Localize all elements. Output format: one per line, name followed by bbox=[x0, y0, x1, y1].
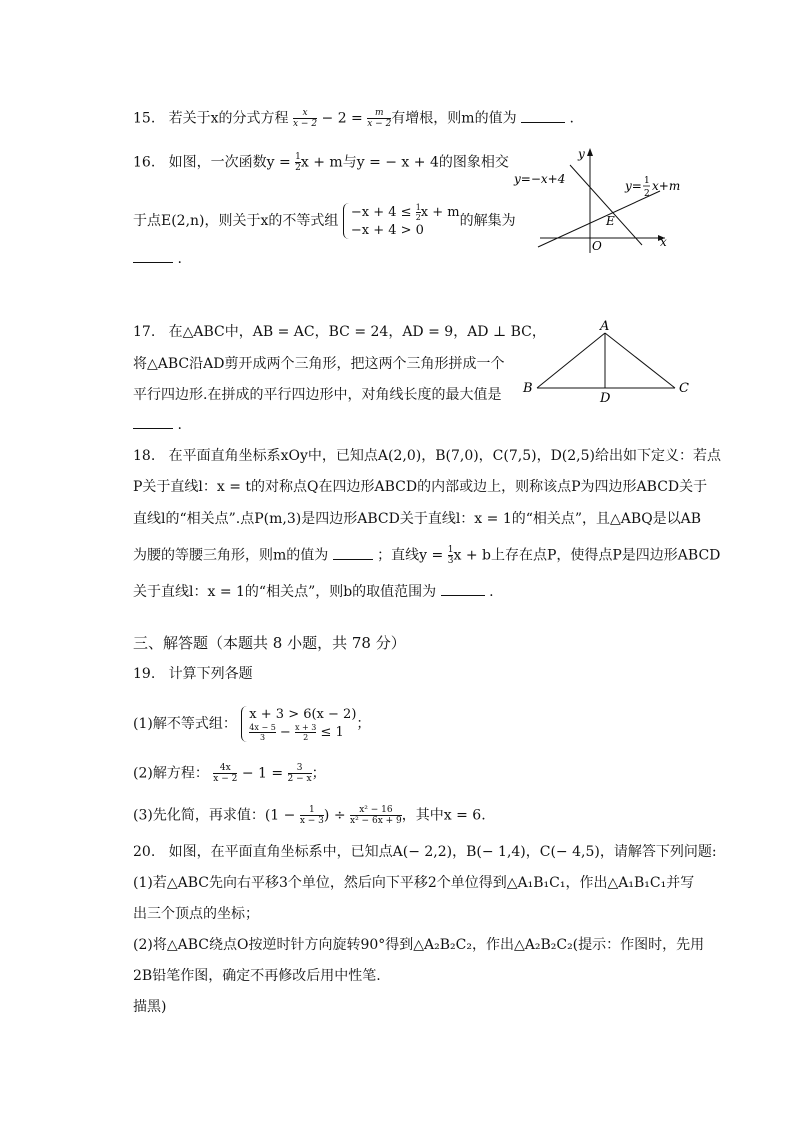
q15-text-mid: − 2 = bbox=[317, 110, 368, 127]
q18-answer-blank-2[interactable] bbox=[441, 583, 485, 596]
q19-number: 19. bbox=[133, 666, 156, 682]
q20-number: 20. bbox=[133, 844, 156, 860]
q19-title-line: 19. 计算下列各题 bbox=[133, 666, 253, 682]
y-axis-label: y bbox=[578, 147, 585, 161]
q20-line-5: 2B铅笔作图，确定不再修改后用中性笔. bbox=[133, 968, 381, 984]
q15-fraction-2: $\frac{m}{x - 2}$ bbox=[367, 108, 392, 129]
q16-inequality-system: −x + 4 ≤ $\frac{1}{2}$ x + m −x + 4 > 0 bbox=[343, 203, 460, 239]
q20-line-6: 描黑) bbox=[133, 999, 167, 1015]
x-axis-label: x bbox=[660, 235, 667, 249]
q15-text-pre: 若关于x的分式方程 bbox=[168, 110, 289, 127]
vertex-b-label: B bbox=[523, 381, 533, 396]
q15-fraction-1: $\frac{x}{x - 2}$ bbox=[292, 108, 318, 129]
vertex-d-label: D bbox=[600, 391, 611, 406]
q17-line-2: 将△ABC沿AD剪开成两个三角形，把这两个三角形拼成一个 bbox=[133, 356, 505, 372]
section-3-heading: 三、解答题（本题共 8 小题，共 78 分） bbox=[133, 634, 406, 652]
q18-line-5: 关于直线l：x = 1的“相关点”，则b的取值范围为 . bbox=[133, 584, 494, 600]
q16-answer-blank[interactable] bbox=[133, 250, 173, 263]
q20-line-4: (2)将△ABC绕点O按逆时针方向旋转90°得到△A₂B₂C₂，作出△A₂B₂C₂(提示：作图时，先用 bbox=[133, 937, 705, 953]
q20-line-1: 20. 如图，在平面直角坐标系中，已知点A(− 2,2)，B(− 1,4)，C(− 4,5)，请解答下列问题: bbox=[133, 844, 717, 860]
q17-number: 17. bbox=[133, 324, 156, 340]
q19-p3-fraction-1: $\frac{1}{x - 3}$ bbox=[299, 805, 324, 826]
side-ab bbox=[537, 333, 605, 388]
q16-number: 16. bbox=[133, 154, 156, 171]
q17-line-3: 平行四边形.在拼成的平行四边形中，对角线长度的最大值是 bbox=[133, 387, 502, 403]
q17-triangle-figure bbox=[515, 318, 705, 408]
label-line-2-post: x+m bbox=[652, 179, 681, 193]
q20-line-2: (1)若△ABC先向右平移3个单位，然后向下平移2个单位得到△A₁B₁C₁，作出△A₁B₁C₁并写 bbox=[133, 875, 695, 891]
q16-line-1: 16. 如图，一次函数y = $\frac{1}{2}$ x + m与y = − x + 4的图象相交 bbox=[133, 152, 509, 173]
q19-p2-fraction-1: $\frac{4x}{x - 2}$ bbox=[213, 763, 238, 784]
q18-answer-blank-1[interactable] bbox=[333, 547, 373, 560]
label-line-2-den: 2 bbox=[644, 189, 650, 199]
q17-line-1: 17. 在△ABC中，AB = AC，BC = 24，AD = 9，AD ⊥ BC， bbox=[133, 324, 546, 340]
q16-line-2: 于点E(2,n)，则关于x的不等式组 −x + 4 ≤ $\frac{1}{2}$ x + m −x + 4 > 0 的解集为 bbox=[133, 203, 516, 238]
q18-line-1: 18. 在平面直角坐标系xOy中，已知点A(2,0)，B(7,0)，C(7,5)，D(2,5)给出如下定义：若点 bbox=[133, 448, 721, 464]
label-line-2: y= bbox=[625, 179, 642, 193]
q16-line-3: . bbox=[133, 250, 182, 268]
q19-p2-fraction-2: $\frac{3}{2 - x}$ bbox=[287, 763, 312, 784]
vertex-c-label: C bbox=[679, 381, 689, 396]
vertex-a-label: A bbox=[600, 319, 610, 334]
q18-third-fraction: $\frac{1}{3}$ bbox=[447, 545, 454, 566]
q18-line-2: P关于直线l：x = t的对称点Q在四边形ABCD的内部或边上，则称该点P为四边形ABCD关于 bbox=[133, 479, 708, 495]
q19-part-1: (1)解不等式组： x + 3 > 6(x − 2) $\frac{4x - 5}{3}$ − $\frac{x + 3}{2}$ ≤ 1 ； bbox=[133, 707, 371, 742]
q17-answer-blank[interactable] bbox=[133, 416, 173, 429]
side-ac bbox=[605, 333, 675, 388]
point-e-label: E bbox=[606, 214, 615, 228]
label-line-1: y=−x+4 bbox=[514, 172, 566, 186]
line-neg-x-plus-4 bbox=[570, 165, 642, 245]
q17-line-4: . bbox=[133, 416, 182, 434]
q16-graph bbox=[510, 145, 710, 255]
q15: 15. 若关于x的分式方程 $\frac{x}{x - 2}$ − 2 = $\frac{m}{x - 2}$ 有增根，则m的值为 . bbox=[133, 108, 574, 129]
origin-label: O bbox=[592, 239, 602, 253]
q20-line-3: 出三个顶点的坐标； bbox=[133, 906, 259, 922]
q18-number: 18. bbox=[133, 448, 156, 464]
q15-answer-blank[interactable] bbox=[521, 110, 565, 123]
q19-part-3: (3)先化简，再求值：(1 − $\frac{1}{x - 3}$ ) ÷ $\frac{\text{x² − 16}}{\text{x² − 6x + 9}}$ ，其中x = 6. bbox=[133, 805, 486, 826]
q19-p3-fraction-2: $\frac{\text{x² − 16}}{\text{x² − 6x + 9}}$ bbox=[350, 805, 402, 826]
q18-line-3: 直线l的“相关点”.点P(m,3)是四边形ABCD关于直线l：x = 1的“相关点”，且△ABQ是以AB bbox=[133, 511, 702, 527]
q19-inequality-system: x + 3 > 6(x − 2) $\frac{4x - 5}{3}$ − $\frac{x + 3}{2}$ ≤ 1 bbox=[241, 706, 356, 742]
q15-text-post: 有增根，则m的值为 bbox=[391, 110, 517, 127]
q18-line-4: 为腰的等腰三角形，则m的值为 ；直线y = $\frac{1}{3}$ x + b上存在点P，使得点P是四边形ABCD bbox=[133, 545, 721, 566]
q19-part-2: (2)解方程： $\frac{4x}{x - 2}$ − 1 = $\frac{3}{2 - x}$ ； bbox=[133, 763, 326, 784]
q15-number: 15. bbox=[133, 110, 156, 127]
label-line-2-num: 1 bbox=[644, 176, 650, 186]
y-axis-arrow bbox=[587, 148, 593, 156]
q16-half-fraction: $\frac{1}{2}$ bbox=[295, 152, 301, 173]
